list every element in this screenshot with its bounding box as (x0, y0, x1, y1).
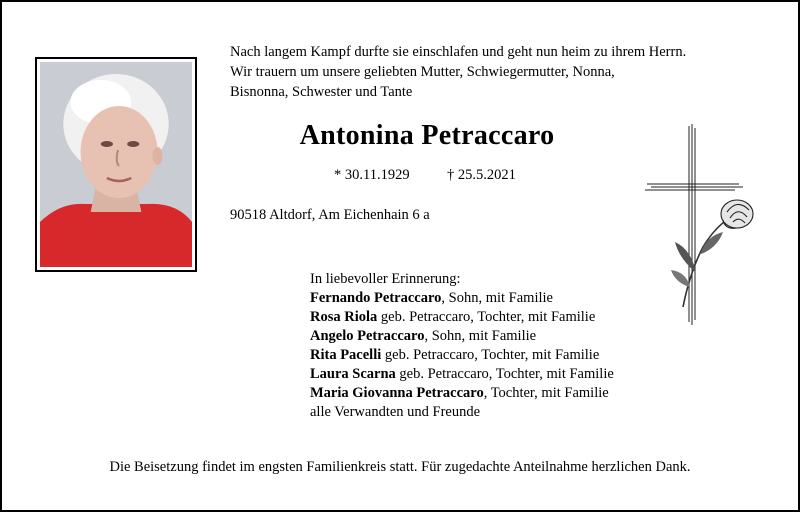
remembrance-heading: In liebevoller Erinnerung: (310, 271, 461, 287)
mourner-entry (310, 365, 670, 384)
mourner-relation: geb. Petraccaro, Tochter, mit Familie (377, 309, 596, 325)
mourner-relation: geb. Petraccaro, Tochter, mit Familie (381, 347, 600, 363)
mourner-entry (310, 289, 670, 308)
mourner-name: Angelo Petraccaro (310, 328, 425, 344)
intro-line: Wir trauern um unsere geliebten Mutter, Schwiegermutter, Nonna, (230, 64, 615, 80)
mourner-entry (310, 384, 670, 403)
portrait-photo (40, 62, 192, 267)
cross-with-rose-icon (645, 122, 765, 327)
mourner-name: Fernando Petraccaro (310, 290, 442, 306)
mourner-relation: geb. Petraccaro, Tochter, mit Familie (395, 366, 614, 382)
intro-line: Bisnonna, Schwester und Tante (230, 84, 413, 100)
mourner-name: Laura Scarna (310, 366, 396, 382)
mourner-name: Rosa Riola (310, 309, 378, 325)
mourner-entry (310, 308, 670, 327)
death-date: † 25.5.2021 (447, 167, 516, 183)
mourner-entry (310, 327, 670, 346)
intro-line: Nach langem Kampf durfte sie einschlafen und geht nun heim zu ihrem Herrn. (230, 44, 687, 60)
intro-text (230, 42, 750, 102)
portrait-frame (35, 57, 197, 272)
mourner-name: Rita Pacelli (310, 347, 382, 363)
closing-line: alle Verwandten und Freunde (310, 404, 481, 420)
footer-note: Die Beisetzung findet im engsten Familienkreis statt. Für zugedachte Anteilnahme herzlichen Dank. (109, 459, 691, 475)
address: 90518 Altdorf, Am Eichenhain 6 a (230, 207, 430, 223)
birth-date: * 30.11.1929 (334, 167, 410, 183)
mourner-name: Maria Giovanna Petraccaro (310, 385, 484, 401)
mourner-relation: , Sohn, mit Familie (441, 290, 553, 306)
deceased-name: Antonina Petraccaro (299, 120, 555, 151)
mourner-relation: , Tochter, mit Familie (483, 385, 609, 401)
mourner-relation: , Sohn, mit Familie (424, 328, 537, 344)
mourner-entry (310, 346, 670, 365)
mourners-list (310, 270, 670, 422)
